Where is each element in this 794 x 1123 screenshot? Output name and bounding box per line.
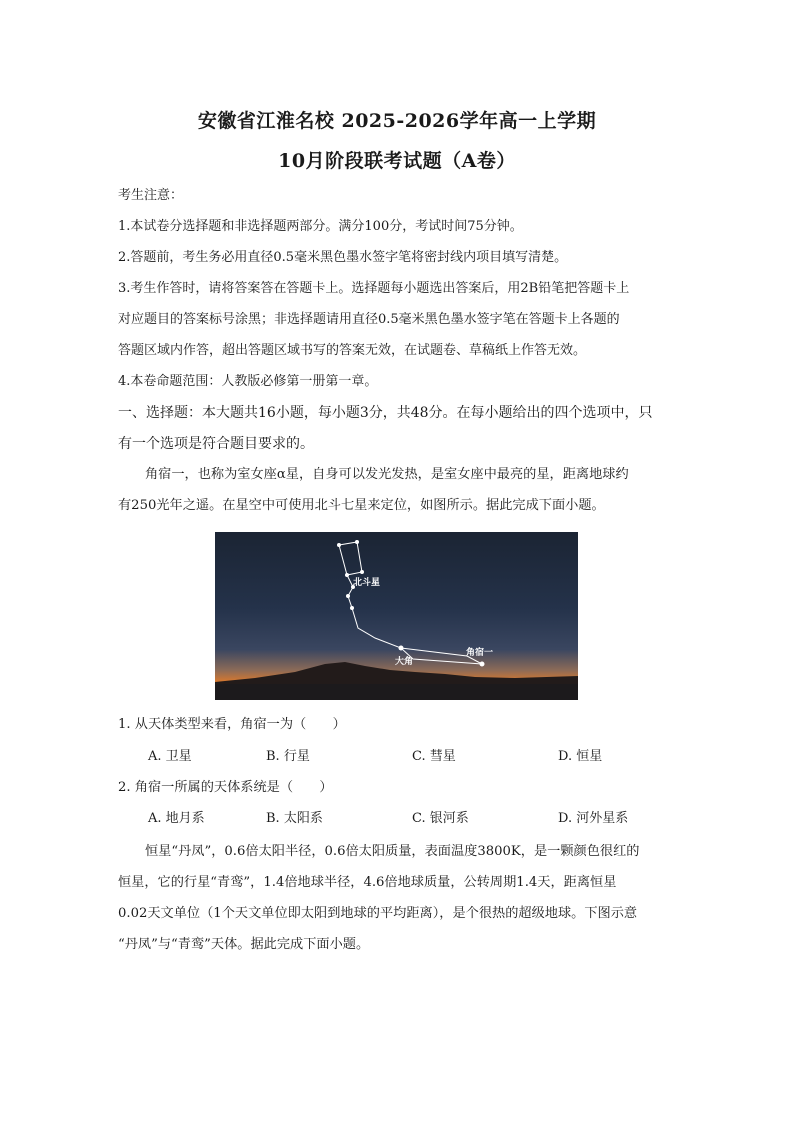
passage1-line2: 有250光年之遥。在星空中可使用北斗七星来定位，如图所示。据此完成下面小题。 (118, 498, 605, 513)
star-mizar (346, 594, 350, 598)
label-arcturus: 大角 (395, 657, 414, 667)
question-1-option-a[interactable]: A. 卫星 (148, 749, 192, 764)
exam-title-line2: 10月阶段联考试题（A卷） (278, 150, 516, 172)
label-polaris: 北斗星 (353, 578, 381, 588)
notice-item-3: 3.考生作答时，请将答案答在答题卡上。选择题每小题选出答案后，用2B铅笔把答题卡上 (118, 281, 630, 296)
question-2-option-b[interactable]: B. 太阳系 (266, 811, 323, 826)
passage2-line1: 恒星“丹凤”，0.6倍太阳半径，0.6倍太阳质量，表面温度3800K，是一颗颜色很红的 (145, 844, 640, 859)
passage2-line4: “丹凤”与“青鸾”天体。据此完成下面小题。 (118, 937, 370, 952)
passage1-line1: 角宿一，也称为室女座α星，自身可以发光发热，是室女座中最亮的星，距离地球约 (145, 467, 629, 482)
section-heading-line1: 一、选择题：本大题共16小题，每小题3分，共48分。在每小题给出的四个选项中，只 (118, 405, 653, 421)
star-megrez (345, 573, 349, 577)
star-alkaid (350, 606, 354, 610)
notice-item-4: 4.本卷命题范围：人教版必修第一册第一章。 (118, 374, 378, 389)
question-2-stem: 2. 角宿一所属的天体系统是（ ） (118, 780, 333, 795)
question-1-option-c[interactable]: C. 彗星 (412, 749, 456, 764)
big-dipper-figure (215, 532, 578, 700)
star-merak (355, 540, 359, 544)
exam-title-line1: 安徽省江淮名校 2025-2026学年高一上学期 (197, 110, 597, 132)
question-1-stem: 1. 从天体类型来看，角宿一为（ ） (118, 717, 346, 732)
passage2-line3: 0.02天文单位（1个天文单位即太阳到地球的平均距离），是个很热的超级地球。下图示意 (118, 906, 638, 921)
notice-item-1: 1.本试卷分选择题和非选择题两部分。满分100分，考试时间75分钟。 (118, 219, 523, 234)
star-spica (480, 662, 485, 667)
star-arcturus (399, 646, 404, 651)
notice-heading: 考生注意： (118, 188, 184, 203)
question-1-option-b[interactable]: B. 行星 (266, 749, 310, 764)
passage2-line2: 恒星，它的行星“青鸾”，1.4倍地球半径，4.6倍地球质量，公转周期1.4天，距离恒星 (118, 875, 617, 890)
notice-item-2: 2.答题前，考生务必用直径0.5毫米黑色墨水签字笔将密封线内项目填写清楚。 (118, 250, 568, 265)
question-1-option-d[interactable]: D. 恒星 (558, 749, 603, 764)
notice-item-3-cont-1: 对应题目的答案标号涂黑；非选择题请用直径0.5毫米黑色墨水签字笔在答题卡上各题的 (118, 312, 620, 327)
foreground-ground (215, 684, 578, 700)
question-2-option-d[interactable]: D. 河外星系 (558, 811, 629, 826)
star-phecda (360, 570, 364, 574)
section-heading-line2: 有一个选项是符合题目要求的。 (118, 436, 314, 452)
notice-item-3-cont-2: 答题区域内作答，超出答题区域书写的答案无效，在试题卷、草稿纸上作答无效。 (118, 343, 587, 358)
question-2-option-c[interactable]: C. 银河系 (412, 811, 469, 826)
star-dubhe (337, 543, 341, 547)
question-2-option-a[interactable]: A. 地月系 (148, 811, 205, 826)
label-spica: 角宿一 (466, 648, 494, 658)
